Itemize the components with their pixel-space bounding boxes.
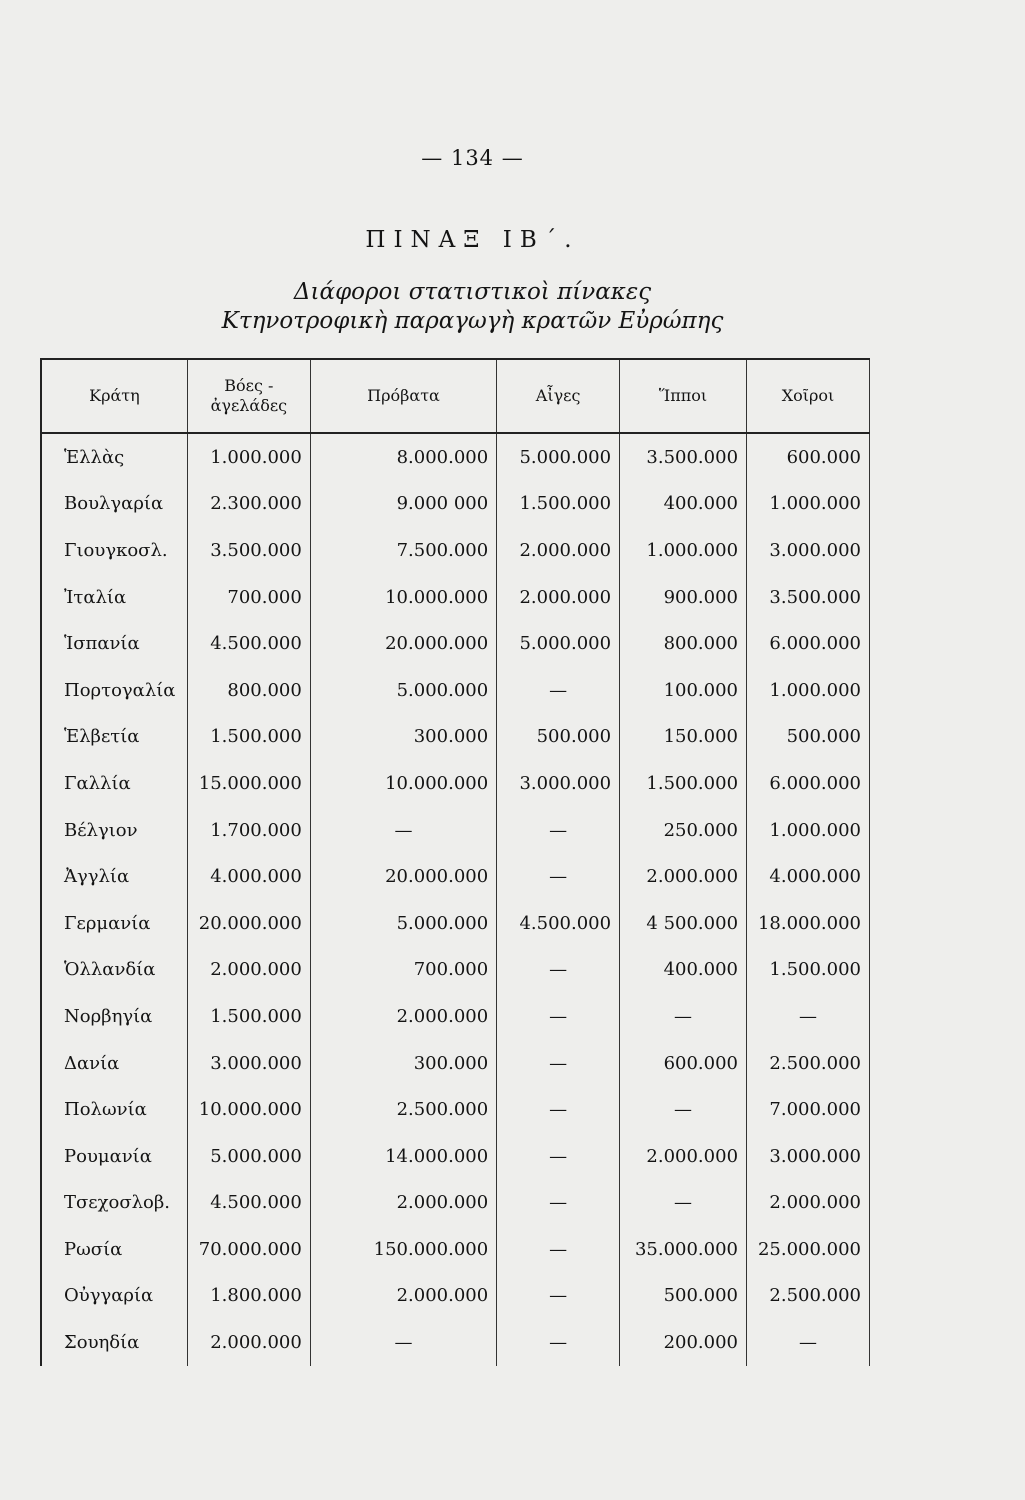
cell-goats: — bbox=[497, 1319, 620, 1366]
cell-pigs: 3.000.000 bbox=[747, 527, 870, 574]
cell-pigs: 3.500.000 bbox=[747, 574, 870, 621]
table-row bbox=[41, 667, 870, 714]
cell-pigs: 25.000.000 bbox=[747, 1226, 870, 1273]
cell-pigs: 6.000.000 bbox=[747, 760, 870, 807]
table-row bbox=[41, 1180, 870, 1227]
table-row bbox=[41, 433, 870, 481]
cell-sheep: 2.000.000 bbox=[310, 993, 496, 1040]
cell-cattle: 700.000 bbox=[187, 574, 310, 621]
cell-sheep: 2.000.000 bbox=[310, 1273, 496, 1320]
cell-horses: 150.000 bbox=[620, 714, 747, 761]
cell-goats: — bbox=[497, 1133, 620, 1180]
cell-goats: 5.000.000 bbox=[497, 620, 620, 667]
cell-horses: 1.500.000 bbox=[620, 760, 747, 807]
cell-goats: — bbox=[497, 853, 620, 900]
cell-pigs: 2.500.000 bbox=[747, 1040, 870, 1087]
header-pigs: Χοῖροι bbox=[747, 359, 870, 433]
cell-country: Βέλγιον bbox=[41, 807, 187, 854]
cell-goats: — bbox=[497, 993, 620, 1040]
cell-country: Βουλγαρία bbox=[41, 481, 187, 528]
cell-sheep: 2.000.000 bbox=[310, 1180, 496, 1227]
cell-sheep: — bbox=[310, 807, 496, 854]
cell-cattle: 20.000.000 bbox=[187, 900, 310, 947]
cell-goats: 3.000.000 bbox=[497, 760, 620, 807]
cell-horses: 600.000 bbox=[620, 1040, 747, 1087]
cell-horses: — bbox=[620, 1086, 747, 1133]
table-row bbox=[41, 900, 870, 947]
cell-country: Ἀγγλία bbox=[41, 853, 187, 900]
cell-country: Πορτογαλία bbox=[41, 667, 187, 714]
cell-horses: 3.500.000 bbox=[620, 433, 747, 481]
table-row bbox=[41, 1319, 870, 1366]
table-row bbox=[41, 714, 870, 761]
cell-horses: 200.000 bbox=[620, 1319, 747, 1366]
cell-goats: 2.000.000 bbox=[497, 527, 620, 574]
cell-country: Ὁλλανδία bbox=[41, 947, 187, 994]
cell-horses: 2.000.000 bbox=[620, 853, 747, 900]
cell-cattle: 4.000.000 bbox=[187, 853, 310, 900]
cell-pigs: 1.000.000 bbox=[747, 667, 870, 714]
cell-goats: 5.000.000 bbox=[497, 433, 620, 481]
cell-country: Ἑλλὰς bbox=[41, 433, 187, 481]
table-row bbox=[41, 993, 870, 1040]
table-row bbox=[41, 1273, 870, 1320]
table-row bbox=[41, 1133, 870, 1180]
cell-pigs: 4.000.000 bbox=[747, 853, 870, 900]
cell-sheep: 10.000.000 bbox=[310, 574, 496, 621]
cell-country: Δανία bbox=[41, 1040, 187, 1087]
cell-cattle: 1.000.000 bbox=[187, 433, 310, 481]
cell-pigs: 6.000.000 bbox=[747, 620, 870, 667]
cell-sheep: 300.000 bbox=[310, 1040, 496, 1087]
cell-goats: — bbox=[497, 1040, 620, 1087]
cell-country: Γιουγκοσλ. bbox=[41, 527, 187, 574]
cell-sheep: 20.000.000 bbox=[310, 853, 496, 900]
cell-horses: 1.000.000 bbox=[620, 527, 747, 574]
table-row bbox=[41, 1086, 870, 1133]
cell-country: Ἰταλία bbox=[41, 574, 187, 621]
cell-sheep: 20.000.000 bbox=[310, 620, 496, 667]
cell-goats: — bbox=[497, 947, 620, 994]
table-row bbox=[41, 527, 870, 574]
cell-cattle: 800.000 bbox=[187, 667, 310, 714]
cell-country: Οὐγγαρία bbox=[41, 1273, 187, 1320]
cell-cattle: 1.700.000 bbox=[187, 807, 310, 854]
cell-pigs: — bbox=[747, 1319, 870, 1366]
cell-sheep: 8.000.000 bbox=[310, 433, 496, 481]
cell-country: Ἑλβετία bbox=[41, 714, 187, 761]
header-cattle: Βόες - ἀγελάδες bbox=[187, 359, 310, 433]
cell-country: Ἱσπανία bbox=[41, 620, 187, 667]
cell-pigs: 18.000.000 bbox=[747, 900, 870, 947]
cell-sheep: 7.500.000 bbox=[310, 527, 496, 574]
cell-cattle: 3.000.000 bbox=[187, 1040, 310, 1087]
cell-horses: 400.000 bbox=[620, 947, 747, 994]
cell-country: Πολωνία bbox=[41, 1086, 187, 1133]
cell-cattle: 2.000.000 bbox=[187, 1319, 310, 1366]
cell-horses: 4 500.000 bbox=[620, 900, 747, 947]
cell-cattle: 5.000.000 bbox=[187, 1133, 310, 1180]
table-row bbox=[41, 760, 870, 807]
cell-horses: 250.000 bbox=[620, 807, 747, 854]
cell-horses: — bbox=[620, 1180, 747, 1227]
cell-country: Νορβηγία bbox=[41, 993, 187, 1040]
cell-country: Γερμανία bbox=[41, 900, 187, 947]
cell-goats: 1.500.000 bbox=[497, 481, 620, 528]
cell-goats: — bbox=[497, 1086, 620, 1133]
cell-cattle: 15.000.000 bbox=[187, 760, 310, 807]
cell-country: Ρωσία bbox=[41, 1226, 187, 1273]
cell-country: Ρουμανία bbox=[41, 1133, 187, 1180]
cell-pigs: — bbox=[747, 993, 870, 1040]
cell-sheep: 5.000.000 bbox=[310, 667, 496, 714]
cell-sheep: 5.000.000 bbox=[310, 900, 496, 947]
table-row bbox=[41, 620, 870, 667]
cell-cattle: 4.500.000 bbox=[187, 1180, 310, 1227]
cell-sheep: 2.500.000 bbox=[310, 1086, 496, 1133]
cell-goats: — bbox=[497, 1180, 620, 1227]
cell-horses: 35.000.000 bbox=[620, 1226, 747, 1273]
cell-pigs: 1.000.000 bbox=[747, 807, 870, 854]
cell-horses: 100.000 bbox=[620, 667, 747, 714]
cell-goats: — bbox=[497, 807, 620, 854]
cell-horses: 500.000 bbox=[620, 1273, 747, 1320]
cell-cattle: 1.500.000 bbox=[187, 993, 310, 1040]
page-number: — 134 — bbox=[421, 146, 524, 170]
cell-sheep: 700.000 bbox=[310, 947, 496, 994]
table-row bbox=[41, 1226, 870, 1273]
table-row bbox=[41, 853, 870, 900]
header-row bbox=[41, 359, 870, 433]
cell-horses: 400.000 bbox=[620, 481, 747, 528]
cell-cattle: 1.500.000 bbox=[187, 714, 310, 761]
header-country: Κράτη bbox=[41, 359, 187, 433]
header-sheep: Πρόβατα bbox=[310, 359, 496, 433]
cell-pigs: 2.000.000 bbox=[747, 1180, 870, 1227]
table-subtitle: Διάφοροι στατιστικοὶ πίνακες bbox=[293, 279, 652, 305]
cell-goats: 500.000 bbox=[497, 714, 620, 761]
header-goats: Αἶγες bbox=[497, 359, 620, 433]
cell-pigs: 7.000.000 bbox=[747, 1086, 870, 1133]
cell-pigs: 600.000 bbox=[747, 433, 870, 481]
cell-cattle: 1.800.000 bbox=[187, 1273, 310, 1320]
cell-cattle: 3.500.000 bbox=[187, 527, 310, 574]
table-row bbox=[41, 481, 870, 528]
cell-sheep: 300.000 bbox=[310, 714, 496, 761]
cell-pigs: 2.500.000 bbox=[747, 1273, 870, 1320]
table-row bbox=[41, 947, 870, 994]
cell-goats: 2.000.000 bbox=[497, 574, 620, 621]
cell-horses: 2.000.000 bbox=[620, 1133, 747, 1180]
cell-sheep: 9.000 000 bbox=[310, 481, 496, 528]
cell-goats: — bbox=[497, 1273, 620, 1320]
table-body bbox=[41, 433, 870, 1366]
table-row bbox=[41, 574, 870, 621]
cell-country: Σουηδία bbox=[41, 1319, 187, 1366]
cell-sheep: 10.000.000 bbox=[310, 760, 496, 807]
cell-pigs: 1.500.000 bbox=[747, 947, 870, 994]
table-title: ΠΙΝΑΞ ΙΒ΄. bbox=[365, 227, 580, 253]
cell-sheep: 14.000.000 bbox=[310, 1133, 496, 1180]
cell-goats: — bbox=[497, 667, 620, 714]
cell-goats: 4.500.000 bbox=[497, 900, 620, 947]
cell-country: Τσεχοσλοβ. bbox=[41, 1180, 187, 1227]
cell-country: Γαλλία bbox=[41, 760, 187, 807]
cell-pigs: 500.000 bbox=[747, 714, 870, 761]
cell-cattle: 4.500.000 bbox=[187, 620, 310, 667]
cell-goats: — bbox=[497, 1226, 620, 1273]
cell-sheep: 150.000.000 bbox=[310, 1226, 496, 1273]
cell-cattle: 2.300.000 bbox=[187, 481, 310, 528]
cell-horses: 900.000 bbox=[620, 574, 747, 621]
cell-pigs: 3.000.000 bbox=[747, 1133, 870, 1180]
header-horses: Ἵπποι bbox=[620, 359, 747, 433]
cell-pigs: 1.000.000 bbox=[747, 481, 870, 528]
cell-horses: — bbox=[620, 993, 747, 1040]
cell-cattle: 10.000.000 bbox=[187, 1086, 310, 1133]
table-row bbox=[41, 1040, 870, 1087]
cell-cattle: 2.000.000 bbox=[187, 947, 310, 994]
livestock-table bbox=[40, 358, 870, 1366]
table-caption: Κτηνοτροφικὴ παραγωγὴ κρατῶν Εὐρώπης bbox=[221, 308, 724, 334]
cell-sheep: — bbox=[310, 1319, 496, 1366]
table-row bbox=[41, 807, 870, 854]
cell-cattle: 70.000.000 bbox=[187, 1226, 310, 1273]
cell-horses: 800.000 bbox=[620, 620, 747, 667]
